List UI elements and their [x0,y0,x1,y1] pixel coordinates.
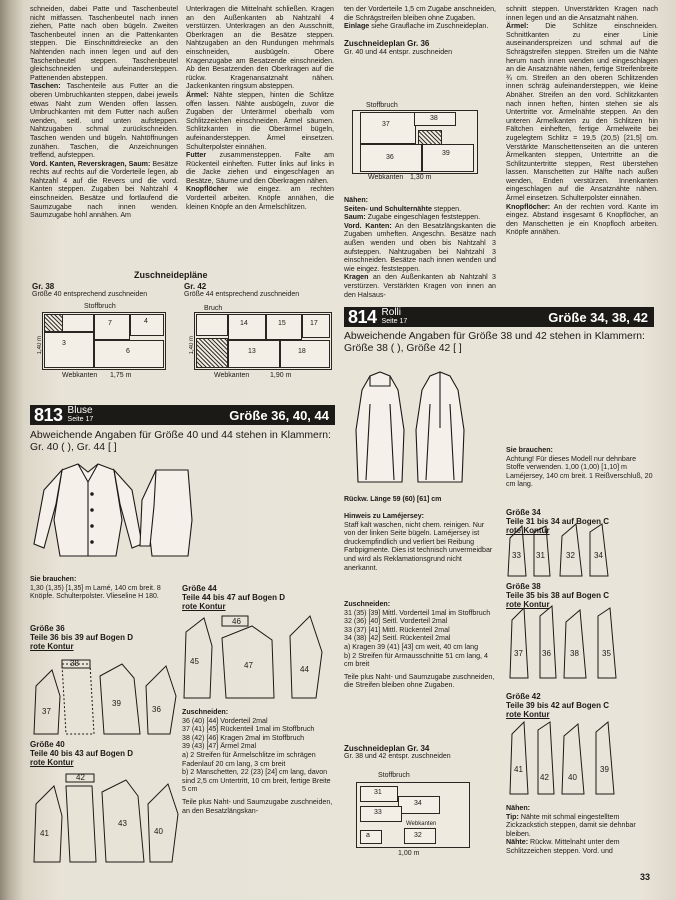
svg-text:36: 36 [542,649,551,658]
cutting-line: a) 2 Streifen für Ärmelschlitze im schrägen Fadenlauf 20 cm lang, 3 cm breit [182,750,316,768]
bold-lead: Vord. Kanten, Reverskragen, Saum: [30,159,151,168]
pattern-pieces-38 [506,604,656,684]
piece-number: a [366,832,370,839]
svg-text:38: 38 [70,659,79,668]
paragraph [186,91,334,151]
text-column-4 [506,5,658,237]
size-pieces: Teile 44 bis 47 auf Bogen D [182,593,285,602]
plan-subtitle: Gr. 38 und 42 entspr. zuschneiden [344,753,451,760]
cutting-line: b) 2 Manschetten, 22 (23) [24] cm lang, davon sind 2,5 cm Untertritt, 10 cm breit, fertige Breite 5 cm [182,768,331,794]
svg-text:33: 33 [512,551,521,560]
paragraph-text: an den Außenkanten ab Nahtzahl 3 verstürzen. Verstärkten Kragen von innen an den Halsaus- [344,273,496,299]
hint-title: Hinweis zu Laméjersey: [344,512,425,520]
bold-lead: Kragen [344,273,369,282]
paragraph: Unterkragen die Mittelnaht schließen. Kragen an den Außenkanten ab Nahtzahl 4 verstürzen. Unterkragen an den Ausschnitt, Oberkragen an die Besätze steppen. Nahtzugaben an den Rundungen mehrmals einschneiden, ausbügeln. Obere Kragenzugabe am Besatzende einschneiden. Ab den Besatzenden den Oberkragen auf die rückw. Kragenansatznaht nähen. Jackenkanten ringsum absteppen. [186,5,334,91]
piece-number: 32 [414,832,422,839]
model-814-cutting [344,600,496,690]
svg-text:41: 41 [514,765,523,774]
size-contour: rote Kontur [30,758,74,767]
naht-paragraph [506,838,656,855]
piece-number: 3 [62,340,66,347]
piece-number: 37 [382,121,390,128]
selvage-label: Webkanten [214,372,250,379]
paragraph-text: Nähte mit schmal eingestelltem Zickzackstich steppen, damit sie dehnbar bleiben. [506,812,636,838]
paragraph-text: wie eingez. am rechten Vorderteil arbeiten. Knöpfe annähen, die kleinen Knöpfe an den Ärmelschlitzen. [186,185,334,211]
svg-text:42: 42 [540,773,549,782]
size-contour: rote Kontur [506,710,550,719]
cutting-plan-subtitle: Gr. 40 und 44 entspr. zuschneiden [344,47,453,56]
cutting-line: a) Kragen 39 (41) [43] cm weit, 40 cm lang [344,642,479,651]
svg-text:46: 46 [232,617,241,626]
svg-text:40: 40 [154,827,163,836]
fold-label: Stoffbruch [378,772,410,779]
cutting-line: 32 (36) [40] Seitl. Vorderteil 2mal [344,617,448,626]
piece-number: 31 [374,789,382,796]
plan-title: Zuschneideplan Gr. 34 [344,744,430,753]
size-pieces: Teile 40 bis 43 auf Bogen D [30,749,133,758]
size-title: Größe 40 [30,740,65,749]
height-label: 1,40 m [37,336,43,355]
width-label: 1,00 m [398,850,420,857]
paragraph: ten der Vorderteile 1,5 cm Zugabe anschneiden, die Schrägstreifen bleiben ohne Zugaben. [344,5,496,22]
pattern-piece [196,314,228,336]
back-length: Rückw. Länge 59 (60) [61] cm [344,496,442,503]
paragraph [344,273,496,299]
width-label: 1,75 m [110,372,132,379]
size-40-block [30,740,180,767]
paragraph-text: Nähte steppen, hinten die Schlitze offen lassen. Nähte ausbügeln, zuvor die Zugaben der Unterärmel oberhalb vom Schlitzzeichen einschneiden. Ärmel säumen. Schlitzkanten in die Oberärmel bügeln, aufeinandersteppen. Ärmel einsetzen. Schulterpolster einnähen. [186,90,334,151]
text-column-2 [186,5,334,211]
piece-number: 36 [386,154,394,161]
paragraph-text: siehe Grauflache im Zuschneideplan. [369,22,489,31]
model-814-deviations: Abweichende Angaben für Größe 38 und 42 stehen in Klammern: Größe 38 ( ), Größe 42 [ ] [344,331,645,354]
section-heading: Nähen: [344,196,369,204]
piece-number: 15 [278,320,286,327]
size-contour: rote Kontur [182,602,226,611]
plan-subtitle: Größe 44 entsprechend zuschneiden [184,291,300,298]
width-label: 1,30 m [410,174,432,181]
piece-number: 18 [298,348,306,355]
text-column-3 [344,5,496,56]
paragraph-text: An den Besatzlängskanten die Zugaben umheften. Angeschn. Besätze nach außen wenden und oben bis Nahtzahl 3 aufsteppen. Nahtzugaben bei Nahtzahl 3 einschneiden. Besätze nach innen wenden und wie eingez. feststeppen. [344,221,496,273]
size-36-block [30,624,180,651]
size-title: Größe 36 [30,624,65,633]
pattern-piece [62,314,94,332]
needs-title: Sie brauchen: [506,446,553,454]
tip-paragraph [506,813,656,839]
model-813-cutting [182,708,334,815]
piece-number: 14 [240,320,248,327]
cutting-plan-title: Zuschneideplan Gr. 36 [344,38,430,48]
needs-text: Achtung! Für dieses Modell nur dehnbare Stoffe verwenden. 1,00 (1,00) [1,10] m Laméjersey, 140 cm breit. 1 Reißverschluß, 20 cm lang. [506,454,653,489]
svg-text:39: 39 [600,765,609,774]
cutting-plans-title: Zuschneidepläne [134,270,208,280]
cutting-line: 31 (35) [39] Mittl. Vorderteil 1mal im Stoffbruch [344,608,491,617]
cutting-line: 33 (37) [41] Mittl. Rückenteil 2mal [344,625,450,634]
svg-text:35: 35 [602,649,611,658]
paragraph [344,222,496,274]
height-label: 1,40 m [189,336,195,355]
paragraph [506,22,658,202]
model-sizes: Größe 34, 38, 42 [548,309,648,325]
paragraph-text: zusammensteppen. Falte am Rückenteil einheften. Futter links auf links in die Jacke ziehen und eingeschlagen an Besätze, Säume und den Oberkragen nähen. [186,151,334,185]
width-label: 1,90 m [270,372,292,379]
model-name: Rolli [381,307,401,318]
vest-back-drawing [416,372,464,482]
size-title: Größe 44 [182,584,217,593]
piece-number: 6 [126,348,130,355]
piece-number: 7 [108,320,112,327]
pattern-pieces-44 [182,612,332,704]
cutting-title: Zuschneiden: [182,708,229,716]
paragraph-text: Besätze rechts auf rechts auf die Vorderteile legen, ab Nahtzahl 4 auf die Revers und die vord. Kanten steppen. Zugaben bei Nahtzahl 4 einschneiden. Besätze und fortlaufend die Saumzugabe nach innen wenden. Saumzugabe hohl annähen. Am [30,159,179,220]
size-pieces: Teile 31 bis 34 auf Bogen C [506,517,609,526]
size-title: Größe 38 [506,582,541,591]
paragraph-text: Rückw. Mittelnaht unter dem Schlitzzeichen steppen. Vord. und [506,838,620,855]
needs-title: Sie brauchen: [30,576,77,583]
model-813-needs [30,576,180,602]
paragraph [344,213,496,222]
plan-subtitle: Größe 40 entsprechend zuschneiden [32,291,148,298]
bold-lead: Tip: [506,812,519,821]
bold-lead: Knopflöcher [186,185,228,194]
paragraph [30,82,178,159]
paragraph: schnitt steppen. Unverstärkten Kragen nach innen legen und an die Ansatznaht nähen. [506,5,658,22]
svg-text:31: 31 [536,551,545,560]
size-pieces: Teile 39 bis 42 auf Bogen C [506,701,609,710]
fold-label: Stoffbruch [84,303,116,310]
cutting-line: 39 (43) [47] Ärmel 2mal [182,742,257,751]
cutting-line: 34 (38) [42] Seitl. Rückenteil 2mal [344,634,451,643]
model-814-naehen [506,804,656,856]
interfacing-area [196,338,228,368]
fold-label: Stoffbruch [366,102,398,109]
svg-text:37: 37 [514,649,523,658]
size-title: Größe 42 [506,692,541,701]
model-813-deviations: Abweichende Angaben für Größe 40 und 44 stehen in Klammern: Gr. 40 ( ), Gr. 44 [ ] [30,430,331,453]
piece-number: 38 [430,115,438,122]
cutting-plan-gr38 [32,282,166,382]
model-page: Seite 17 [381,318,408,325]
cutting-line: 36 (40) [44] Vorderteil 2mal [182,716,268,725]
svg-text:44: 44 [300,665,309,674]
size-pieces: Teile 35 bis 38 auf Bogen C [506,591,609,600]
hint-text: Staff kalt waschen, nicht chem. reinigen. Nur von der linken Seite bügeln. Laméjersey ist druckempfindlich und verliert bei Reibung Farbpigmente. Dies ist technisch unvermeidbar und wird als Reklamationsgrund nicht anerkannt. [344,520,493,572]
cutting-plan-gr34 [344,744,496,864]
size-42-block [506,692,656,719]
naehen-title: Nähen: [506,804,531,812]
bold-lead: Futter [186,151,207,160]
svg-text:36: 36 [152,705,161,714]
bold-lead: Taschen: [30,82,61,91]
cutting-plan-gr36 [352,102,478,181]
svg-text:34: 34 [594,551,603,560]
size-contour: rote Kontur [506,600,550,609]
size-title: Größe 34 [506,508,541,517]
model-number: 813 [34,404,63,425]
paragraph: schneiden, dabei Patte und Taschenbeutel nicht mitfassen. Taschenbeutel nach innen ziehen, Patte nach oben bügeln. Zweiten Taschenbeutel innen an die Pattenkanten steppen. Die Einschnittdreiecke an den Nahtenden nach innen legen und auf den Taschenbeutel steppen. Taschenbeutel gleichschneiden und aufeinandersteppen. Pattenenden absteppen. [30,5,178,82]
cutting-line: 37 (41) [45] Rückenteil 1mal im Stoffbruch [182,725,315,734]
paragraph-text: Zugabe eingeschlagen feststeppen. [365,213,481,222]
pattern-pieces-36 [30,656,180,738]
svg-text:32: 32 [566,551,575,560]
bold-lead: Knopflöcher: [506,202,551,211]
svg-text:37: 37 [42,707,51,716]
page-number: 33 [640,872,651,882]
plan-title: Gr. 42 [184,282,207,291]
svg-text:38: 38 [570,649,579,658]
size-44-block [182,584,334,611]
bold-lead: Ärmel: [186,90,209,99]
bold-lead: Vord. Kanten: [344,221,392,230]
piece-number: 33 [374,809,382,816]
cutting-note: Teile plus Naht- und Saumzugabe zuschneiden, die Streifen bleiben ohne Zugaben. [344,672,495,690]
model-name: Bluse [67,405,93,416]
cutting-plan-gr42 [184,282,334,382]
model-name-block [68,406,94,424]
cutting-line: b) 2 Streifen für Armausschnitte 51 cm lang, 4 cm breit [344,651,488,669]
svg-text:43: 43 [118,819,127,828]
model-sizes: Größe 36, 40, 44 [229,407,329,423]
pattern-piece [360,830,382,844]
pattern-piece [94,314,130,340]
size-contour: rote Kontur [30,642,74,651]
bold-lead: Ärmel: [506,22,529,31]
paragraph [344,205,496,214]
svg-text:40: 40 [568,773,577,782]
selvage-label: Webkanten [406,821,437,827]
pattern-pieces-40 [30,770,180,866]
paragraph-text: Taschenteile aus Futter an die oberen Umbruchkanten steppen, dabei jeweils etwas Naht zum Wenden offen lassen. Umbruchkanten mit dem Futter nach außen wenden, seitl. und unten aufsteppen. Nahtzugaben schmal zurückschneiden. Taschen wenden und bügeln. Nahtöffnungen zunähen. Taschen, die Anzeichnungen treffend, aufsteppen. [30,82,178,160]
bold-lead: Einlage [344,22,370,31]
svg-text:42: 42 [76,773,85,782]
svg-text:45: 45 [190,657,199,666]
svg-text:47: 47 [244,661,253,670]
bold-lead: Seiten- und Schulternähte [344,204,432,213]
selvage-label: Webkanten [368,174,404,181]
piece-number: 4 [144,318,148,325]
model-813-header [30,405,335,425]
interfacing-area [44,314,64,332]
bold-lead: Saum: [344,213,366,222]
model-814-needs [506,446,656,489]
pattern-pieces-42 [506,720,656,800]
model-name-block [382,308,408,326]
cutting-title: Zuschneiden: [344,600,391,608]
model-number: 814 [348,306,377,327]
model-814-hint [344,512,496,572]
size-pieces: Teile 36 bis 39 auf Bogen D [30,633,133,642]
pattern-pieces-34 [506,522,656,580]
plan-title: Gr. 38 [32,282,55,291]
model-page: Seite 17 [67,416,94,423]
paragraph [506,203,658,237]
svg-text:39: 39 [112,699,121,708]
paragraph [186,151,334,185]
cutting-line: 38 (42) [46] Kragen 2mal im Stoffbruch [182,733,305,742]
vest-illustration [348,368,478,486]
fold-label: Bruch [204,305,223,312]
piece-number: 34 [414,800,422,807]
piece-number: 17 [310,320,318,327]
paragraph-text: steppen. [431,204,462,213]
piece-number: 39 [442,150,450,157]
bold-lead: Nähte: [506,838,529,847]
paragraph-text: Die Schlitze einschneiden. Schnittkanten zu einer Linie auseinanderspreizen und schmal auf die Schrägstreifen steppen. Streifen um die Nähte herum nach innen wenden und eingeschlagen an die Ansatznähte nähen, fertige Streifenbreite ¾ cm. Streifen an den oberen Schlitzenden innen schräg aufeinandersteppen, wie kleine Abnäher. Streifen an den vord. Schlitzkanten nach innen heften, hinten stehen sie als Untertritte vor. Ärmelnähte steppen. An den unteren Ärmelkanten zu den Schlitzen hin Fältchen einheften, fertige Ärmelweite bei zugelegtem Schlitz = 19,5 (20,5) [21,5] cm. Verstärkte Manschettenseiten an die unteren Ärmelkanten steppen, Untertritte an die Schlitzuntertritte steppen, Rest überstehen lassen. Manschetten zur Hälfte nach außen wenden, Enden verstürzen. Innenkanten eingeschlagen auf die Ansatznähte nähen. Ärmel einsetzen. Schulterpolster einnähen. [506,22,658,203]
piece-number: 13 [248,348,256,355]
blouse-back-drawing [140,470,192,556]
needs-text: 1,30 (1,35) [1,35] m Lamé, 140 cm breit. 8 Knöpfe. Schulterpolster. Vlieseline H 180. [30,584,161,600]
paragraph-text: An der rechten vord. Kante im eingez. Abstand insgesamt 6 Knopflöcher, an den Manschetten je ein Knopfloch arbeiten. Knöpfe annähen. [506,202,658,237]
pattern-piece [44,332,94,368]
selvage-label: Webkanten [62,372,98,379]
size-contour: rote Kontur [506,526,550,535]
pattern-piece [422,144,474,172]
vest-front-drawing [356,372,404,482]
text-column-1 [30,5,178,220]
model-814-header [344,307,654,327]
blouse-front-drawing [34,464,142,556]
blouse-illustration [30,460,190,572]
paragraph [344,22,496,31]
svg-text:41: 41 [40,829,49,838]
cutting-note: Teile plus Naht- und Saumzugabe zuschneiden, an den Besatzlängskan- [182,797,333,815]
paragraph [186,185,334,211]
paragraph [30,160,178,220]
text-column-3b [344,196,496,299]
